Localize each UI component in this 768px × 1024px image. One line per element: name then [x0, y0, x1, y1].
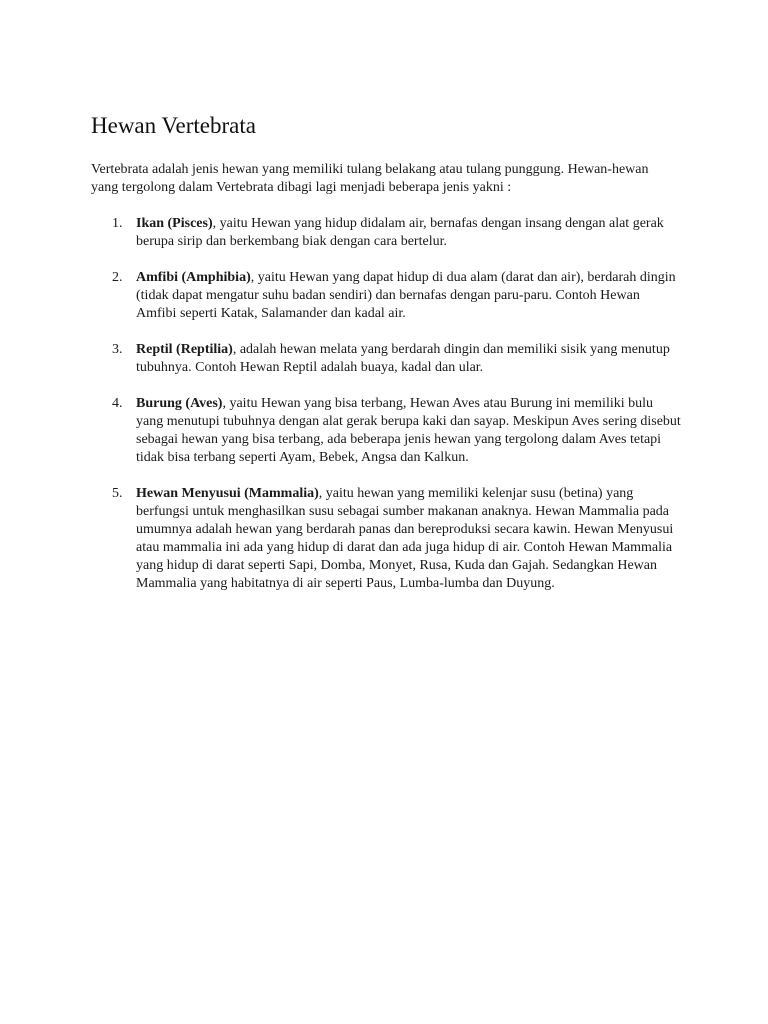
list-item-amphibia	[91, 269, 681, 323]
list-number: 1.	[112, 216, 123, 231]
list-description: , yaitu Hewan yang dapat hidup di dua alam (darat dan air), berdarah dingin (tidak dapat mengatur suhu badan sendiri) dan bernafas dengan paru-paru. Contoh Hewan Amfibi seperti Katak, Salamander dan kadal air.	[136, 270, 676, 321]
list-description: , yaitu Hewan yang hidup didalam air, bernafas dengan insang dengan alat gerak berupa sirip dan berkembang biak dengan cara bertelur.	[136, 216, 664, 249]
list-number: 2.	[112, 270, 123, 285]
list-description: , adalah hewan melata yang berdarah dingin dan memiliki sisik yang menutup tubuhnya. Contoh Hewan Reptil adalah buaya, kadal dan ular.	[136, 342, 670, 375]
list-term: Amfibi (Amphibia)	[136, 270, 251, 285]
vertebrate-list	[91, 215, 682, 593]
list-item-pisces	[91, 215, 681, 251]
list-item-reptilia	[91, 341, 681, 377]
page-title: Hewan Vertebrata	[91, 113, 256, 138]
list-description: , yaitu hewan yang memiliki kelenjar susu (betina) yang berfungsi untuk menghasilkan susu sebagai sumber makanan anaknya. Hewan Mammalia pada umumnya adalah hewan yang berdarah panas dan bereproduksi secara kawin. Hewan Menyusui atau mammalia ini ada yang hidup di darat dan ada juga hidup di air. Contoh Hewan Mammalia yang hidup di darat seperti Sapi, Domba, Monyet, Rusa, Kuda dan Gajah. Sedangkan Hewan Mammalia yang habitatnya di air seperti Paus, Lumba-lumba dan Duyung.	[136, 486, 674, 591]
list-term: Ikan (Pisces)	[136, 216, 213, 231]
list-item-aves	[91, 395, 681, 467]
list-term: Hewan Menyusui (Mammalia)	[136, 486, 319, 501]
list-number: 4.	[112, 396, 123, 411]
intro-paragraph: Vertebrata adalah jenis hewan yang memiliki tulang belakang atau tulang punggung. Hewan-hewan yang tergolong dalam Vertebrata dibagi lagi menjadi beberapa jenis yakni :	[91, 162, 649, 195]
list-description: , yaitu Hewan yang bisa terbang, Hewan Aves atau Burung ini memiliki bulu yang menutupi tubuhnya dengan alat gerak berupa kaki dan sayap. Meskipun Aves sering disebut sebagai hewan yang bisa terbang, ada beberapa jenis hewan yang tergolong dalam Aves tetapi tidak bisa terbang seperti Ayam, Bebek, Angsa dan Kalkun.	[136, 396, 681, 465]
list-number: 5.	[112, 486, 123, 501]
list-item-mammalia	[91, 485, 681, 593]
list-term: Burung (Aves)	[136, 396, 223, 411]
list-term: Reptil (Reptilia)	[136, 342, 233, 357]
list-number: 3.	[112, 342, 123, 357]
